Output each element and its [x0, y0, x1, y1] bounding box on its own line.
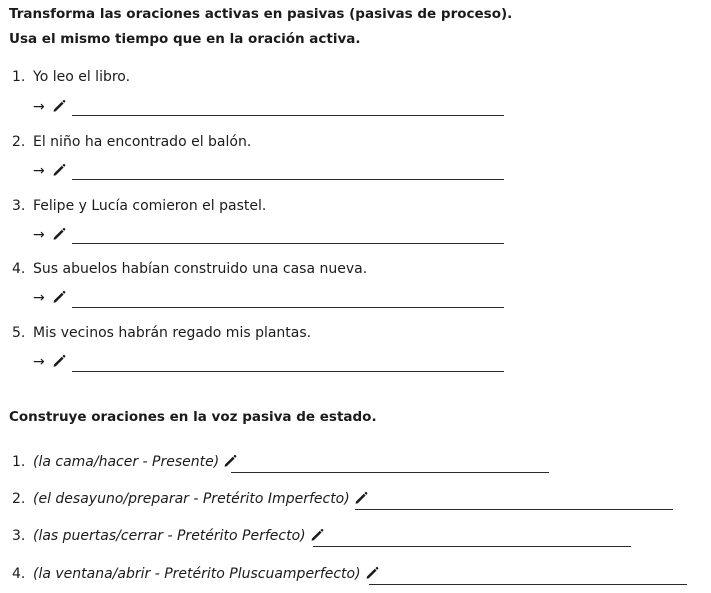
pencil-icon — [52, 163, 66, 177]
section1-instructions — [9, 2, 512, 52]
answer-blank-line[interactable] — [72, 307, 504, 308]
active-sentence: El niño ha encontrado el balón. — [33, 134, 252, 150]
pencil-icon — [52, 354, 66, 368]
answer-blank-line[interactable] — [72, 179, 504, 180]
answer-blank-line[interactable] — [231, 472, 549, 473]
pencil-icon — [310, 528, 324, 542]
item-number: 2. — [12, 491, 26, 507]
arrow-icon: → — [33, 163, 45, 179]
section2-title: Construye oraciones en la voz pasiva de estado. — [9, 409, 377, 425]
active-sentence: Felipe y Lucía comieron el pastel. — [33, 198, 267, 214]
answer-row — [33, 225, 66, 245]
answer-blank-line[interactable] — [72, 243, 504, 244]
active-sentence-item — [12, 134, 251, 150]
item-number: 2. — [12, 134, 26, 150]
pencil-icon — [354, 491, 368, 505]
passive-prompt-item — [12, 528, 324, 544]
active-sentence: Mis vecinos habrán regado mis plantas. — [33, 325, 312, 341]
passive-prompt-item — [12, 454, 237, 470]
item-number: 1. — [12, 69, 26, 85]
answer-row — [33, 352, 66, 372]
prompt-text: (el desayuno/preparar - Pretérito Imperfecto) — [33, 491, 350, 507]
item-number: 1. — [12, 454, 26, 470]
pencil-icon — [52, 290, 66, 304]
pencil-icon — [365, 566, 379, 580]
prompt-text: (las puertas/cerrar - Pretérito Perfecto) — [33, 528, 306, 544]
answer-row — [33, 97, 66, 117]
item-number: 5. — [12, 325, 26, 341]
passive-prompt-item — [12, 491, 368, 507]
active-sentence: Yo leo el libro. — [33, 69, 131, 85]
passive-prompt-item — [12, 566, 379, 582]
arrow-icon: → — [33, 227, 45, 243]
active-sentence-item — [12, 198, 266, 214]
answer-row — [33, 288, 66, 308]
pencil-icon — [223, 454, 237, 468]
active-sentence-item — [12, 261, 367, 277]
answer-blank-line[interactable] — [313, 546, 631, 547]
pencil-icon — [52, 99, 66, 113]
arrow-icon: → — [33, 354, 45, 370]
answer-row — [33, 161, 66, 181]
arrow-icon: → — [33, 99, 45, 115]
item-number: 3. — [12, 198, 26, 214]
instruction-line-2: Usa el mismo tiempo que en la oración activa. — [9, 31, 361, 47]
active-sentence-item — [12, 325, 311, 341]
instruction-line-1: Transforma las oraciones activas en pasivas (pasivas de proceso). — [9, 6, 513, 22]
active-sentence-item — [12, 69, 130, 85]
answer-blank-line[interactable] — [72, 115, 504, 116]
answer-blank-line[interactable] — [355, 509, 673, 510]
answer-blank-line[interactable] — [72, 371, 504, 372]
item-number: 4. — [12, 566, 26, 582]
item-number: 4. — [12, 261, 26, 277]
pencil-icon — [52, 227, 66, 241]
answer-blank-line[interactable] — [369, 584, 687, 585]
item-number: 3. — [12, 528, 26, 544]
active-sentence: Sus abuelos habían construido una casa nueva. — [33, 261, 368, 277]
arrow-icon: → — [33, 290, 45, 306]
prompt-text: (la cama/hacer - Presente) — [33, 454, 220, 470]
prompt-text: (la ventana/abrir - Pretérito Pluscuamperfecto) — [33, 566, 361, 582]
